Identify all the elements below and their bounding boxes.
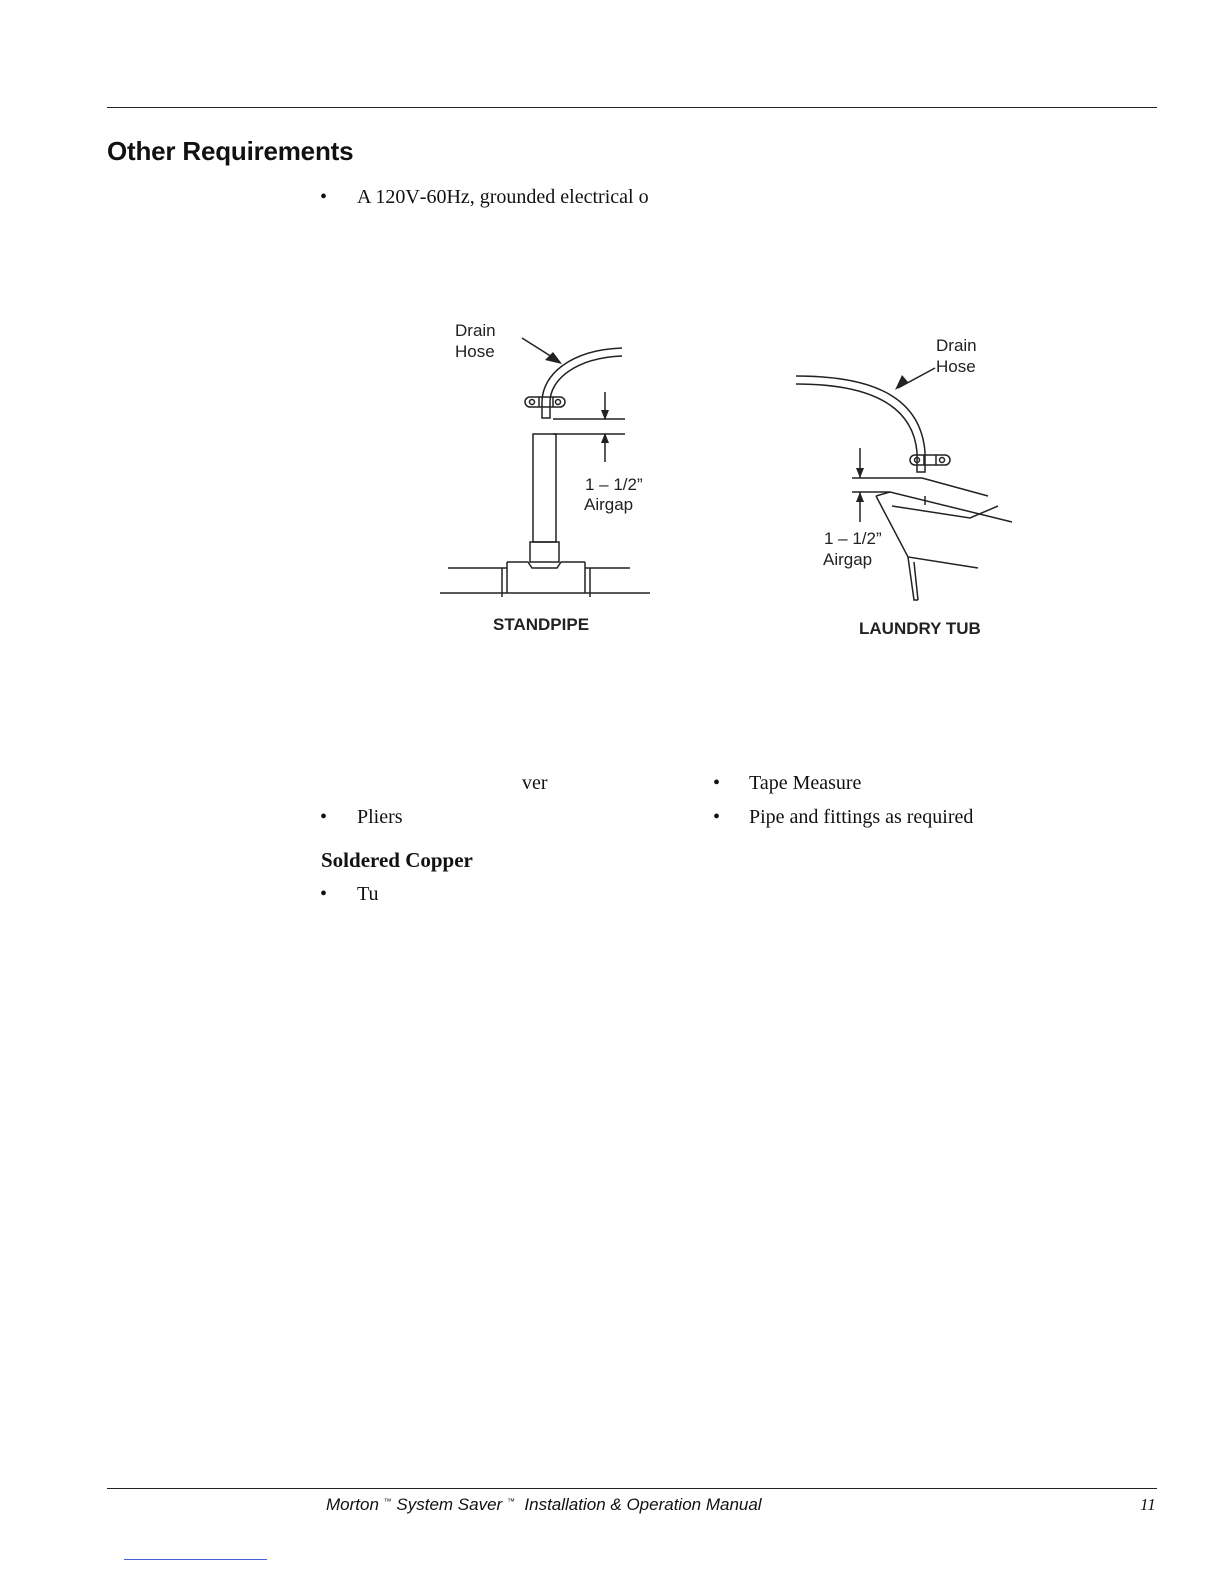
- page-number: 11: [1140, 1495, 1156, 1514]
- footer-manual-title: [326, 1495, 762, 1515]
- bullet-icon: •: [320, 186, 328, 208]
- bullet-icon: •: [713, 806, 721, 828]
- trademark-mark: ™: [383, 1497, 392, 1506]
- drain-airgap-figure: [420, 300, 1040, 645]
- laundry-drain-label: Drain: [936, 336, 977, 355]
- header-rule: [107, 107, 1157, 108]
- standpipe-airgap-value: 1 – 1/2”: [585, 475, 643, 494]
- standpipe-airgap-label: Airgap: [584, 495, 634, 514]
- link-underline: [124, 1559, 267, 1560]
- section-title: Other Requirements: [107, 136, 354, 166]
- bullet-icon: •: [713, 772, 721, 794]
- soldered-copper-heading: Soldered Copper: [321, 848, 473, 872]
- trademark-mark: ™: [506, 1497, 515, 1506]
- soldered-item: Tu: [357, 883, 379, 905]
- bullet-icon: •: [320, 883, 328, 905]
- tool-item-pliers: Pliers: [357, 806, 403, 828]
- standpipe-drain-label: Drain: [455, 321, 496, 340]
- footer-product: System Saver: [396, 1495, 503, 1514]
- bullet-icon: •: [320, 806, 328, 828]
- footer-brand: Morton: [326, 1495, 379, 1514]
- standpipe-hose-label: Hose: [455, 342, 495, 361]
- standpipe-caption: STANDPIPE: [493, 615, 590, 634]
- tool-item-tape-measure: Tape Measure: [749, 772, 862, 794]
- laundry-caption: LAUNDRY TUB: [859, 619, 981, 638]
- laundry-airgap-label: Airgap: [823, 550, 873, 569]
- footer-rule: [107, 1488, 1157, 1489]
- tool-item-partial: ver: [522, 772, 548, 794]
- footer-manual: Installation & Operation Manual: [524, 1495, 762, 1514]
- laundry-airgap-value: 1 – 1/2”: [824, 529, 882, 548]
- requirement-electrical: A 120V‑60Hz, grounded electrical o: [357, 186, 649, 208]
- standpipe-diagram: [440, 338, 650, 597]
- laundry-hose-label: Hose: [936, 357, 976, 376]
- tool-item-pipe-fittings: Pipe and fittings as required: [749, 806, 974, 828]
